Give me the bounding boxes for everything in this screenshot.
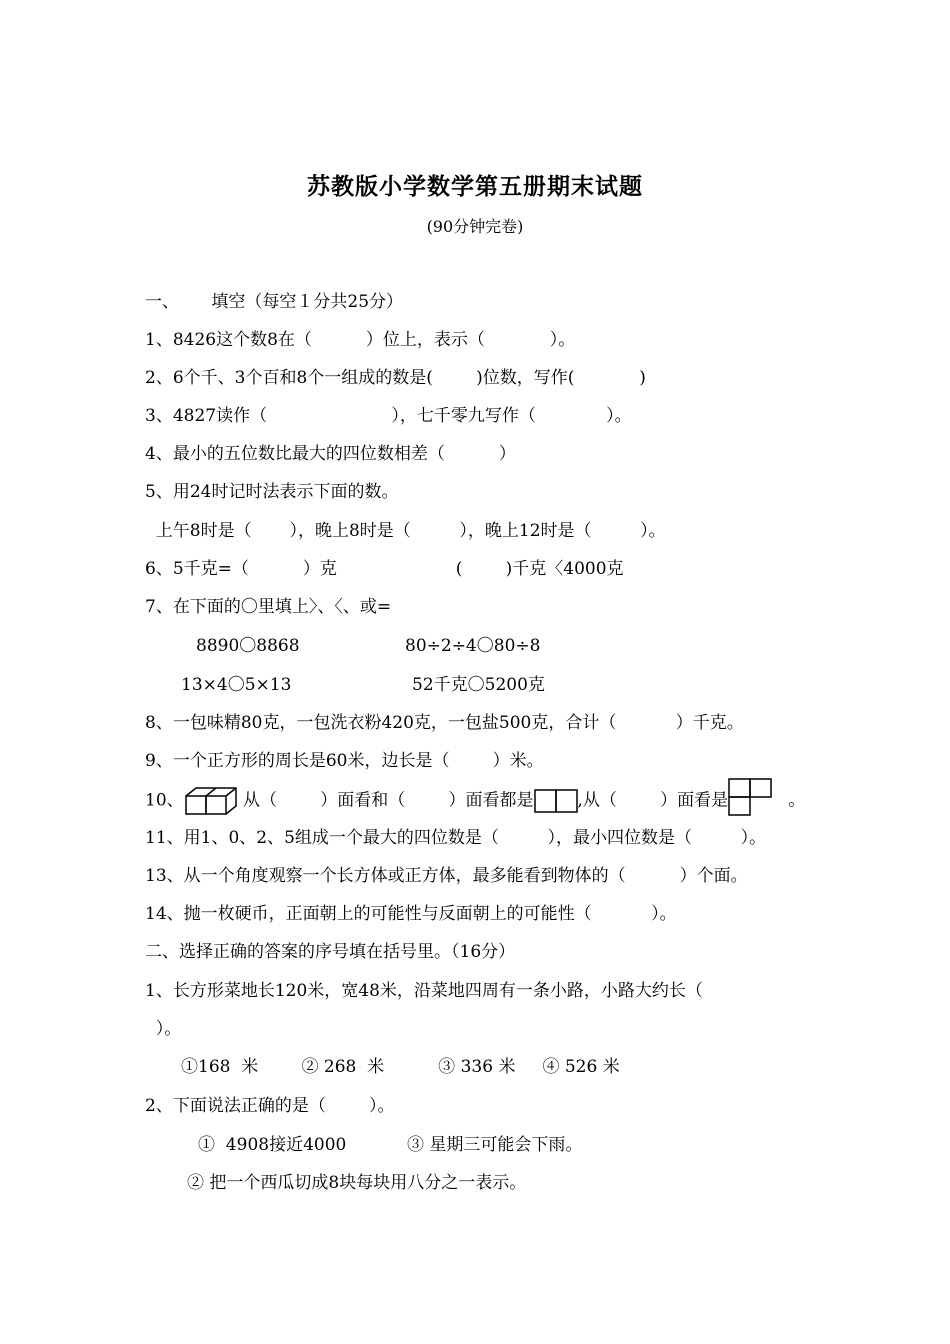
exam-subtitle: (90分钟完卷) [426,217,524,236]
question-2-1-options: ①168 米 ② 268 米 ③ 336 米 ④ 526 米 [181,1057,620,1077]
question-1-1: 1、8426这个数8在（ ）位上，表示（ ）。 [145,330,576,350]
question-2-2: 2、下面说法正确的是（ ）。 [145,1096,395,1116]
section1-heading: 一、 填空（每空１分共25分） [145,292,404,312]
question-2-1: 1、长方形菜地长120米，宽48米，沿菜地四周有一条小路，小路大约长（ [145,981,703,1001]
question-1-7-d: 52千克〇5200克 [412,675,545,695]
two-squares-view-figure [534,788,578,814]
question-1-7-a: 8890〇8868 [196,636,300,656]
question-1-3: 3、4827读作（ ），七千零九写作（ ）。 [145,406,632,426]
question-1-9: 9、一个正方形的周长是60米，边长是（ ）米。 [145,751,544,771]
question-2-1-cont: ）。 [145,1019,182,1039]
question-1-7: 7、在下面的〇里填上〉、〈、或= [145,597,392,617]
question-1-5: 5、用24时记时法表示下面的数。 [145,482,399,502]
question-1-10-number: 10、 [145,790,184,811]
question-1-10 [145,786,805,816]
question-2-2-option-1: ① 4908接近4000 [198,1135,347,1155]
question-1-4: 4、最小的五位数比最大的四位数相差（ ） [145,444,516,464]
question-1-7-c: 13×4〇5×13 [181,675,292,695]
question-1-2: 2、6个千、3个百和8个一组成的数是( )位数，写作( ) [145,368,646,388]
question-1-7-b: 80÷2÷4〇80÷8 [405,636,541,656]
l-shape-view-figure [728,778,772,816]
question-1-10-part-b: ,从（ ）面看是 [577,790,729,811]
question-1-10-part-a: 从（ ）面看和（ ）面看都是 [237,790,534,811]
question-2-2-option-3: ③ 星期三可能会下雨。 [407,1135,583,1155]
question-1-11: 11、用1、0、2、5组成一个最大的四位数是（ ），最小四位数是（ ）。 [145,828,767,848]
question-1-5-parts: 上午8时是（ ），晚上8时是（ ），晚上12时是（ ）。 [145,521,666,541]
question-2-2-option-2: ② 把一个西瓜切成8块每块用八分之一表示。 [187,1173,527,1193]
question-1-13: 13、从一个角度观察一个长方体或正方体，最多能看到物体的（ ）个面。 [145,866,748,886]
question-1-8: 8、一包味精80克，一包洗衣粉420克，一包盐500克，合计（ ）千克。 [145,713,744,733]
section2-heading: 二、选择正确的答案的序号填在括号里。（16分） [145,942,516,962]
exam-title: 苏教版小学数学第五册期末试题 [307,173,643,200]
question-1-10-part-c: 。 [772,790,806,811]
two-cubes-figure [184,786,238,816]
question-1-14: 14、抛一枚硬币，正面朝上的可能性与反面朝上的可能性（ ）。 [145,904,677,924]
question-1-6: 6、5千克=（ ）克 ( )千克〈4000克 [145,559,624,579]
